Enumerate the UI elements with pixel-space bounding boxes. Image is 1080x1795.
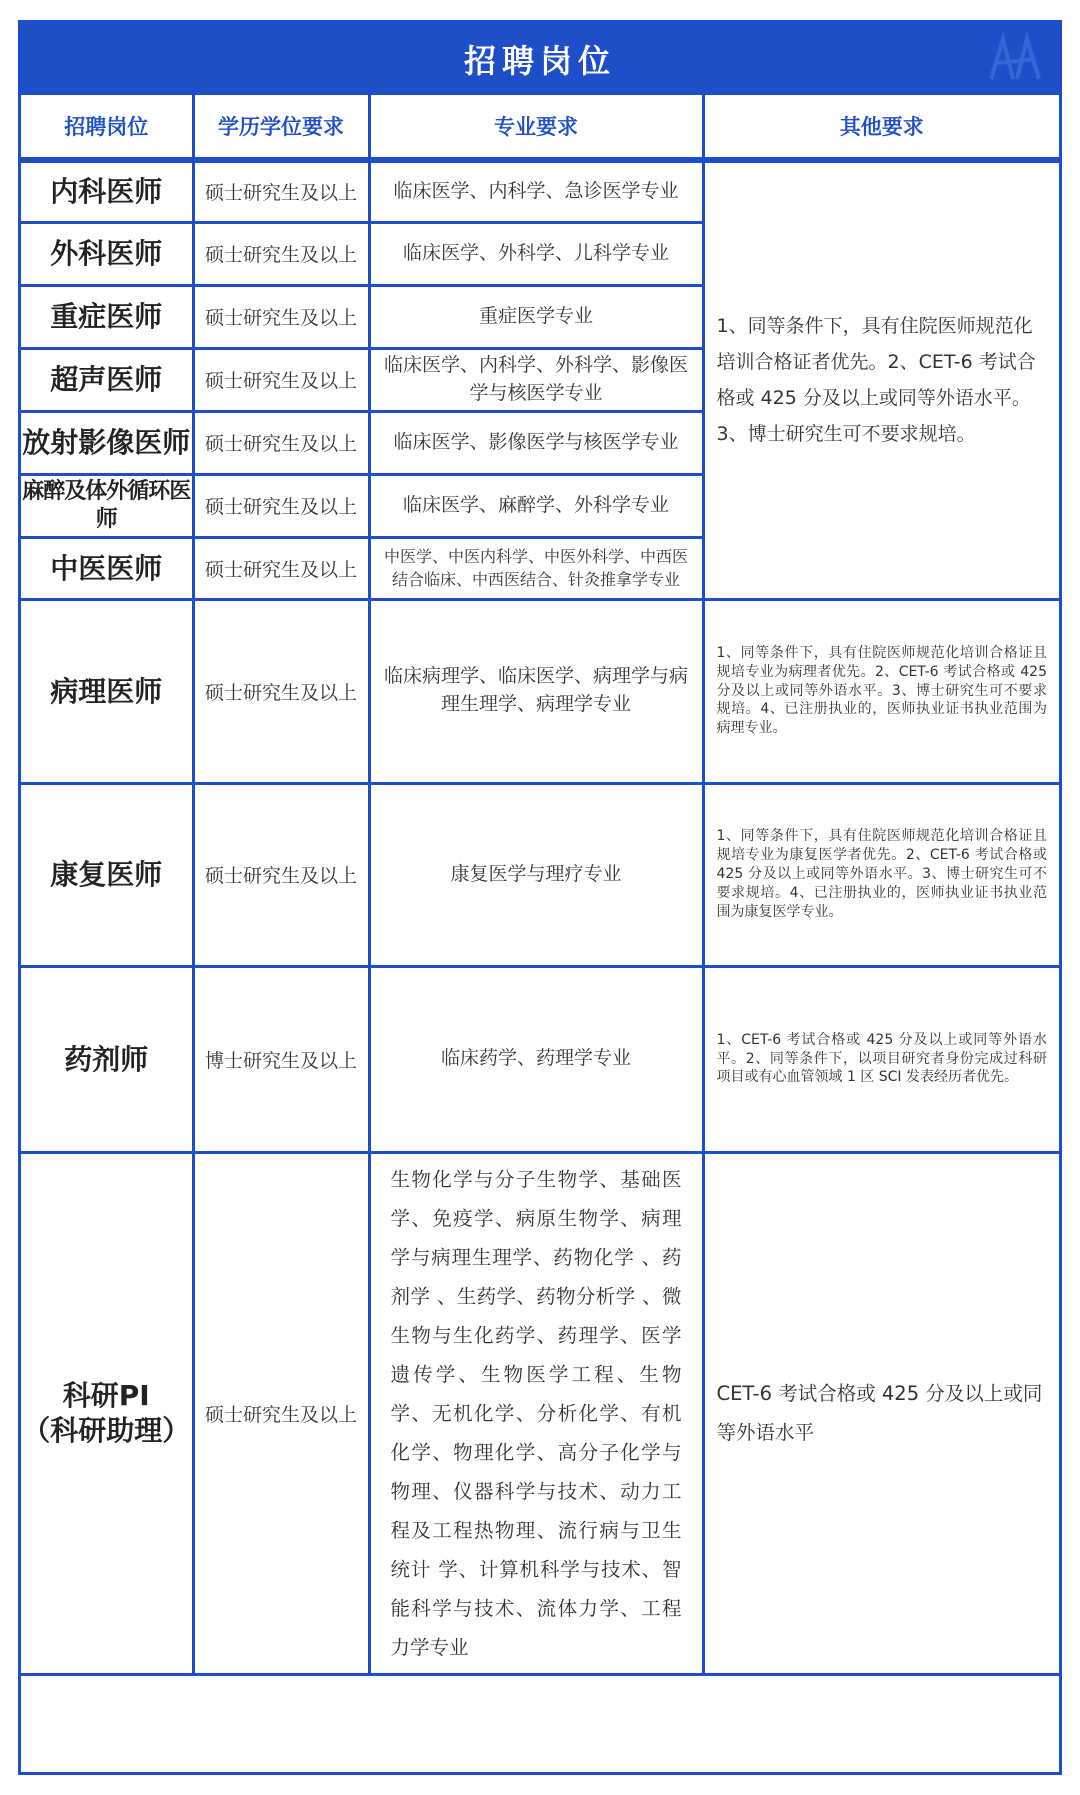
header-major: 专业要求 [369,95,703,160]
position-cell [21,1152,193,1674]
degree-cell: 硕士研究生及以上 [193,1152,369,1674]
major-cell: 临床药学、药理学专业 [369,966,703,1152]
shared-other-requirements-cell: 1、同等条件下，具有住院医师规范化培训合格证者优先。2、CET-6 考试合格或 425 分及以上或同等外语水平。3、博士研究生可不要求规培。 [703,160,1059,599]
table-row [21,599,1059,783]
other-requirements-cell: CET-6 考试合格或 425 分及以上或同等外语水平 [703,1152,1059,1674]
position-line: （科研助理） [22,1414,191,1447]
major-cell: 重症医学专业 [369,285,703,348]
table-row [21,160,1059,222]
position-cell: 重症医师 [21,285,193,348]
degree-cell: 博士研究生及以上 [193,966,369,1152]
position-cell: 超声医师 [21,348,193,411]
other-requirements-cell: 1、CET-6 考试合格或 425 分及以上或同等外语水平。2、同等条件下，以项目研究者身份完成过科研项目或有心血管领域 1 区 SCI 发表经历者优先。 [703,966,1059,1152]
table-row [21,783,1059,966]
table-row [21,1152,1059,1674]
degree-cell: 硕士研究生及以上 [193,599,369,783]
degree-cell: 硕士研究生及以上 [193,474,369,537]
banner-title: 招聘岗位 [463,42,616,80]
major-cell: 临床医学、影像医学与核医学专业 [369,411,703,474]
degree-cell: 硕士研究生及以上 [193,160,369,222]
degree-cell: 硕士研究生及以上 [193,783,369,966]
major-cell: 中医学、中医内科学、中医外科学、中西医结合临床、中西医结合、针灸推拿学专业 [369,537,703,599]
major-cell: 临床医学、外科学、儿科学专业 [369,222,703,285]
table-header-row [21,95,1059,160]
degree-cell: 硕士研究生及以上 [193,537,369,599]
recruitment-table [21,95,1059,1676]
header-position: 招聘岗位 [21,95,193,160]
position-cell: 内科医师 [21,160,193,222]
degree-cell: 硕士研究生及以上 [193,348,369,411]
position-cell: 外科医师 [21,222,193,285]
other-requirements-cell: 1、同等条件下，具有住院医师规范化培训合格证且规培专业为病理者优先。2、CET-6 考试合格或 425 分及以上或同等外语水平。3、博士研究生可不要求规培。4、已注册执业的，医师执业证书执业范围为病理专业。 [703,599,1059,783]
major-cell: 临床医学、内科学、外科学、影像医学与核医学专业 [369,348,703,411]
position-cell: 麻醉及体外循环医师 [21,474,193,537]
header-other: 其他要求 [703,95,1059,160]
position-cell: 康复医师 [21,783,193,966]
major-cell: 生物化学与分子生物学、基础医学、免疫学、病原生物学、病理学与病理生理学、药物化学 、药剂学 、生药学、药物分析学 、微生物与生化药学、药理学、医学遗传学、生物医学工程、生物学、无机化学、分析化学、有机化学、物理化学、高分子化学与物理、仪器科学与技术、动力工程及工程热物理、流行病与卫生统计 学、计算机科学与技术、智能科学与技术、流体力学、工程力学专业 [369,1152,703,1674]
major-cell: 临床病理学、临床医学、病理学与病理生理学、病理学专业 [369,599,703,783]
recruitment-table-sheet [18,20,1062,1775]
position-cell: 病理医师 [21,599,193,783]
major-cell: 临床医学、麻醉学、外科学专业 [369,474,703,537]
position-line: 科研PI [62,1379,150,1412]
major-cell: 康复医学与理疗专业 [369,783,703,966]
title-banner [21,23,1059,95]
header-degree: 学历学位要求 [193,95,369,160]
major-cell: 临床医学、内科学、急诊医学专业 [369,160,703,222]
table-row [21,966,1059,1152]
position-cell: 放射影像医师 [21,411,193,474]
position-cell: 中医医师 [21,537,193,599]
other-requirements-cell: 1、同等条件下，具有住院医师规范化培训合格证且规培专业为康复医学者优先。2、CET-6 考试合格或 425 分及以上或同等外语水平。3、博士研究生可不要求规培。4、已注册执业的，医师执业证书执业范围为康复医学专业。 [703,783,1059,966]
degree-cell: 硕士研究生及以上 [193,411,369,474]
position-cell: 药剂师 [21,966,193,1152]
watermark-logo-icon [983,29,1047,89]
degree-cell: 硕士研究生及以上 [193,222,369,285]
degree-cell: 硕士研究生及以上 [193,285,369,348]
